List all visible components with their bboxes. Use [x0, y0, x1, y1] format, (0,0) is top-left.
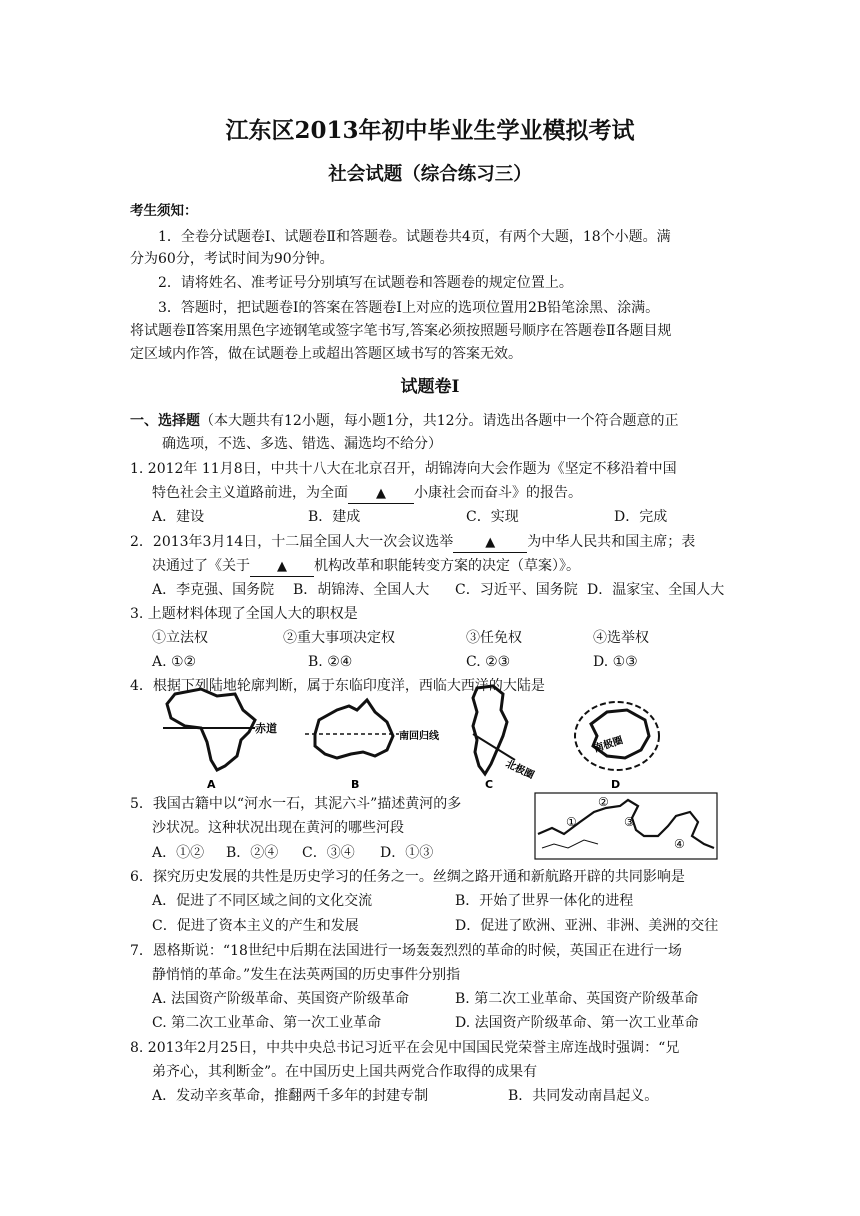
answer-blank: ▲ [250, 558, 314, 577]
continent-outlines-figure [155, 680, 695, 795]
q4-stem: 4．根据下列陆地轮廓判断，属于东临印度洋，西临大西洋的大陆是 [130, 678, 545, 694]
greenland-outline-icon [473, 686, 536, 791]
q7-stem: 7．恩格斯说：“18世纪中后期在法国进行一场轰轰烈烈的革命的时候，英国正在进行一场 [130, 943, 682, 959]
q3-item: ④选举权 [593, 630, 649, 646]
africa-outline-icon [163, 689, 277, 791]
q1-stem-text: 特色社会主义道路前进，为全面 [152, 485, 348, 501]
q3-option: C. ②③ [466, 654, 511, 670]
notice-line: 2．请将姓名、准考证号分别填写在试题卷和答题卷的规定位置上。 [158, 275, 573, 291]
q1-option: B．建成 [308, 509, 361, 525]
q5-option: A．①② [152, 845, 205, 861]
q2-option: C．习近平、国务院 [455, 582, 578, 598]
q3-item: ②重大事项决定权 [283, 630, 395, 646]
q2-option: D．温家宝、全国人大 [587, 582, 725, 598]
notice-line: 定区域内作答，做在试题卷上或超出答题区域书写的答案无效。 [130, 346, 522, 362]
figure-letter-b: B [351, 778, 360, 791]
q3-option: A. ①② [152, 654, 197, 670]
exam-subtitle: 社会试题（综合练习三） [328, 164, 532, 185]
figure-letter-d: D [611, 778, 621, 791]
equator-label: 赤道 [255, 722, 277, 735]
notice-heading: 考生须知： [130, 203, 198, 219]
q1-option: C．实现 [466, 509, 519, 525]
q5-option: D．①③ [380, 845, 434, 861]
figure-letter-c: C [485, 778, 494, 791]
q8-stem: 8. 2013年2月25日，中共中央总书记习近平在会见中国国民党荣誉主席连战时强调：“兄 [130, 1040, 680, 1056]
section-title: 试题卷Ⅰ [400, 377, 460, 397]
q2-stem-text: 决通过了《关于 [152, 558, 250, 574]
q3-option: B. ②④ [308, 654, 353, 670]
q2-stem-text: 2．2013年3月14日，十二届全国人大一次会议选举 [130, 534, 454, 550]
exam-title: 江东区2013年初中毕业生学业模拟考试 [225, 117, 635, 144]
answer-blank: ▲ [453, 534, 527, 553]
q1-stem-text: 小康社会而奋斗》的报告。 [414, 485, 582, 501]
notice-line: 3．答题时，把试题卷Ⅰ的答案在答题卷Ⅰ上对应的选项位置用2B铅笔涂黑、涂满。 [158, 300, 660, 316]
q8-option: B．共同发动南昌起义。 [508, 1088, 659, 1104]
q6-option: A．促进了不同区域之间的文化交流 [152, 893, 373, 909]
part-label: 一、选择题 [130, 413, 200, 429]
q7-option: D. 法国资产阶级革命、第一次工业革命 [455, 1015, 699, 1031]
tropic-label: 南回归线 [399, 731, 439, 742]
q3-item: ①立法权 [152, 630, 208, 646]
q7-stem-cont: 静悄悄的革命。”发生在法英两国的历史事件分别指 [152, 967, 461, 983]
notice-line: 分为60分，考试时间为90分钟。 [130, 251, 334, 267]
q2-option: B．胡锦涛、全国人大 [293, 582, 430, 598]
q2-option: A．李克强、国务院 [152, 582, 275, 598]
antarctic-label: 南极圈 [592, 735, 625, 755]
answer-blank: ▲ [348, 485, 414, 504]
q8-option: A．发动辛亥革命，推翻两千多年的封建专制 [152, 1088, 429, 1104]
part-heading [130, 410, 730, 432]
river-section-4: ④ [674, 837, 685, 851]
notice-line: 1．全卷分试题卷Ⅰ、试题卷Ⅱ和答题卷。试题卷共4页，有两个大题，18个小题。满 [158, 229, 671, 245]
yellow-river-map [534, 792, 718, 860]
q1-stem-cont [152, 482, 752, 504]
q5-stem-cont: 沙状况。这种状况出现在黄河的哪些河段 [152, 820, 404, 836]
q5-stem: 5．我国古籍中以“河水一石，其泥六斗”描述黄河的多 [130, 796, 462, 812]
q1-option: D．完成 [614, 509, 668, 525]
q3-option: D. ①③ [593, 654, 638, 670]
antarctica-outline-icon [575, 702, 659, 791]
river-section-1: ① [566, 815, 577, 829]
river-section-2: ② [598, 795, 609, 809]
q1-stem: 1. 2012年 11月8日，中共十八大在北京召开，胡锦涛向大会作题为《坚定不移沿着中国 [130, 461, 677, 477]
arctic-label: 北极圈 [503, 758, 536, 782]
australia-outline-icon [305, 700, 440, 791]
q1-option: A．建设 [152, 509, 205, 525]
river-section-3: ③ [624, 815, 635, 829]
q6-stem: 6．探究历史发展的共性是历史学习的任务之一。丝绸之路开通和新航路开辟的共同影响是 [130, 869, 685, 885]
part-desc-cont: 确选项，不选、多选、错选、漏选均不给分） [162, 436, 442, 452]
q5-option: C．③④ [302, 845, 355, 861]
q7-option: C. 第二次工业革命、第一次工业革命 [152, 1015, 382, 1031]
q2-stem [130, 531, 730, 553]
q6-option: C．促进了资本主义的产生和发展 [152, 918, 359, 934]
q7-option: B. 第二次工业革命、英国资产阶级革命 [455, 991, 699, 1007]
q2-stem-text: 为中华人民共和国主席；表 [527, 534, 696, 550]
q6-option: B．开始了世界一体化的进程 [455, 893, 634, 909]
q7-option: A. 法国资产阶级革命、英国资产阶级革命 [152, 991, 410, 1007]
q6-option: D．促进了欧洲、亚洲、非洲、美洲的交往 [455, 918, 719, 934]
q2-stem-text: 机构改革和职能转变方案的决定（草案）》。 [314, 558, 580, 574]
q5-option: B．②④ [226, 845, 279, 861]
q3-stem: 3. 上题材料体现了全国人大的职权是 [130, 606, 358, 622]
q8-stem-cont: 弟齐心，其利断金”。在中国历史上国共两党合作取得的成果有 [152, 1064, 538, 1080]
part-desc: （本大题共有12小题，每小题1分，共12分。请选出各题中一个符合题意的正 [200, 413, 679, 429]
figure-letter-a: A [207, 778, 216, 791]
q3-item: ③任免权 [466, 630, 522, 646]
notice-line: 将试题卷Ⅱ答案用黑色字迹钢笔或签字笔书写,答案必须按照题号顺序在答题卷Ⅱ各题目规 [130, 323, 672, 339]
q2-stem-cont [152, 555, 752, 577]
